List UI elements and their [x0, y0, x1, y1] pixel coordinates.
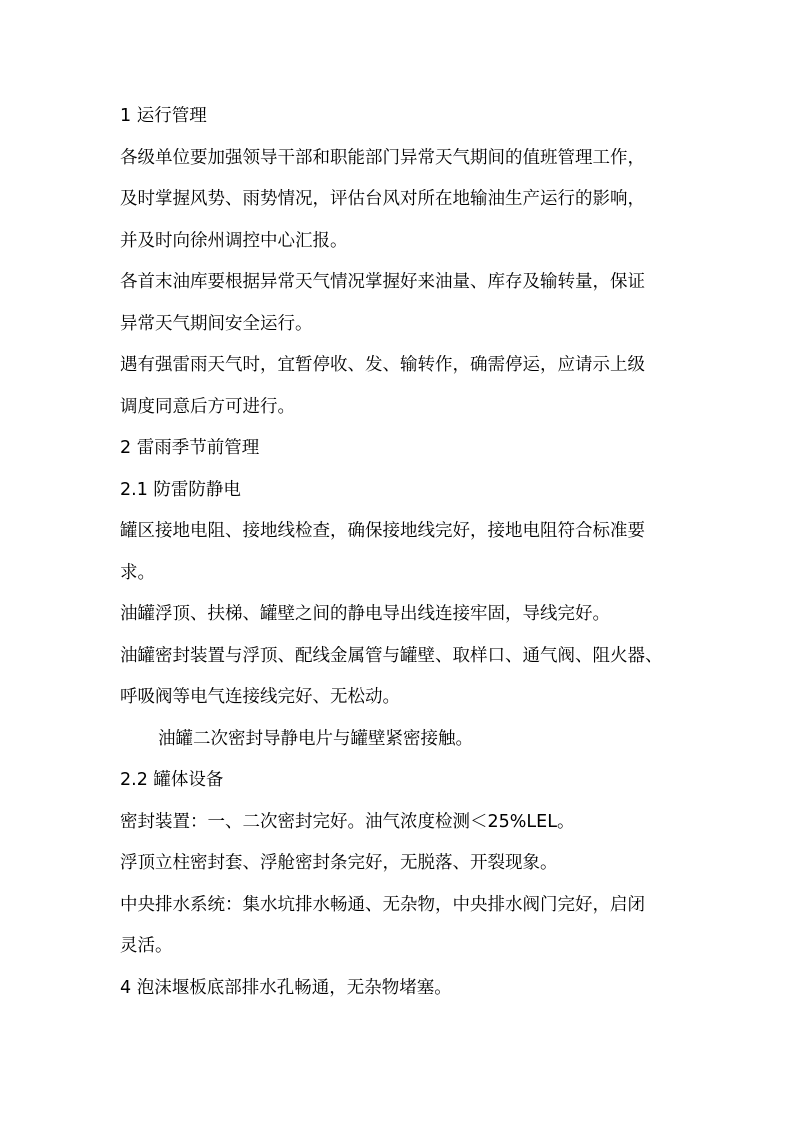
heading-thunderstorm-season: 2 雷雨季节前管理 — [120, 438, 260, 458]
paragraph-line: 求。 — [120, 563, 155, 583]
paragraph-line: 浮顶立柱密封套、浮舱密封条完好，无脱落、开裂现象。 — [120, 853, 558, 873]
paragraph-line: 罐区接地电阻、接地线检查，确保接地线完好，接地电阻符合标准要 — [120, 521, 645, 541]
heading-lightning-static-protection: 2.1 防雷防静电 — [120, 480, 241, 500]
paragraph-line: 油罐密封装置与浮顶、配线金属管与罐壁、取样口、通气阀、阻火器、 — [120, 646, 663, 666]
heading-tank-equipment: 2.2 罐体设备 — [120, 770, 224, 790]
paragraph-line: 呼吸阀等电气连接线完好、无松动。 — [120, 687, 400, 707]
paragraph-line: 密封装置：一、二次密封完好。油气浓度检测＜25%LEL。 — [120, 812, 575, 832]
paragraph-line: 油罐浮顶、扶梯、罐壁之间的静电导出线连接牢固，导线完好。 — [120, 604, 610, 624]
paragraph-line: 异常天气期间安全运行。 — [120, 314, 313, 334]
paragraph-line-indented: 油罐二次密封导静电片与罐壁紧密接触。 — [158, 729, 473, 749]
paragraph-line: 并及时向徐州调控中心汇报。 — [120, 231, 348, 251]
heading-operation-management: 1 运行管理 — [120, 106, 207, 126]
paragraph-line-numbered: 4 泡沫堰板底部排水孔畅通，无杂物堵塞。 — [120, 978, 452, 998]
paragraph-line: 中央排水系统：集水坑排水畅通、无杂物，中央排水阀门完好，启闭 — [120, 895, 645, 915]
paragraph-line: 各首末油库要根据异常天气情况掌握好来油量、库存及输转量，保证 — [120, 272, 645, 292]
paragraph-line: 各级单位要加强领导干部和职能部门异常天气期间的值班管理工作， — [120, 148, 645, 168]
paragraph-line: 及时掌握风势、雨势情况，评估台风对所在地输油生产运行的影响， — [120, 189, 645, 209]
paragraph-line: 灵活。 — [120, 936, 173, 956]
paragraph-line: 遇有强雷雨天气时，宜暂停收、发、输转作，确需停运，应请示上级 — [120, 355, 645, 375]
paragraph-line: 调度同意后方可进行。 — [120, 397, 295, 417]
